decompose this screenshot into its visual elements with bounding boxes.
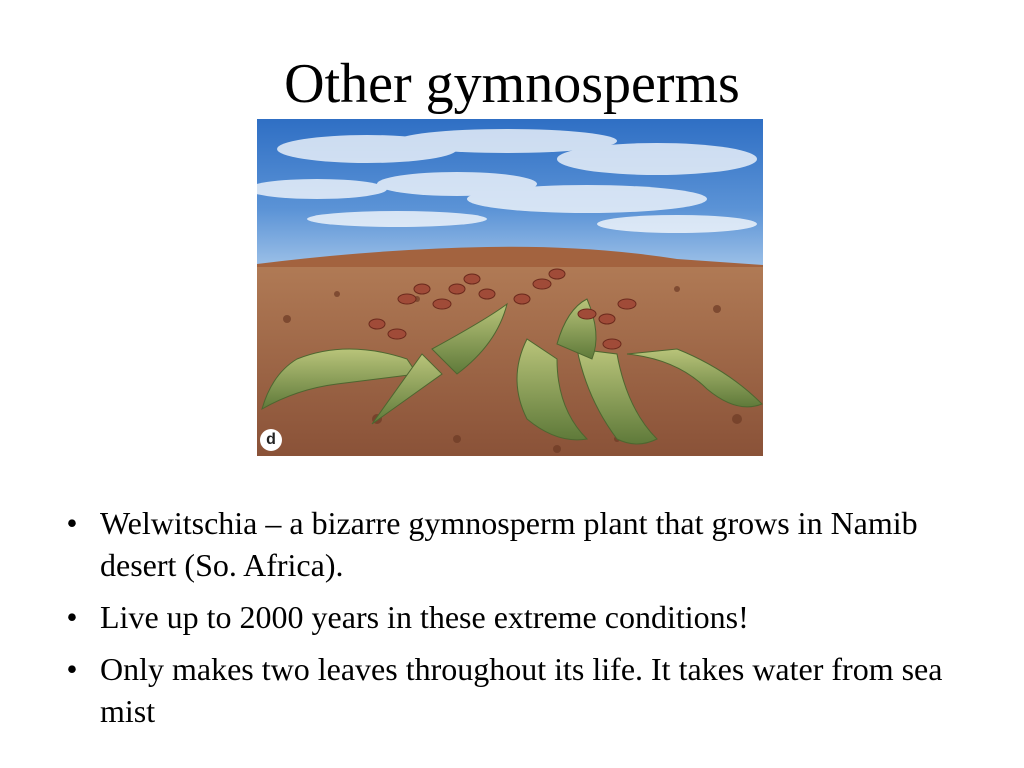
bullet-list [60, 502, 970, 742]
bullet-glyph: • [66, 505, 78, 541]
bullet-item [60, 502, 970, 586]
bullet-text: Live up to 2000 years in these extreme conditions! [100, 599, 749, 635]
bullet-text: Only makes two leaves throughout its life. It takes water from sea mist [100, 651, 943, 729]
welwitschia-photo [257, 119, 763, 456]
bullet-glyph: • [66, 599, 78, 635]
bullet-text: Welwitschia – a bizarre gymnosperm plant that grows in Namib desert (So. Africa). [100, 505, 918, 583]
bullet-glyph: • [66, 651, 78, 687]
bullet-item [60, 596, 970, 638]
bullet-item [60, 648, 970, 732]
panel-label: d [260, 429, 282, 451]
slide-title: Other gymnosperms [284, 53, 740, 115]
